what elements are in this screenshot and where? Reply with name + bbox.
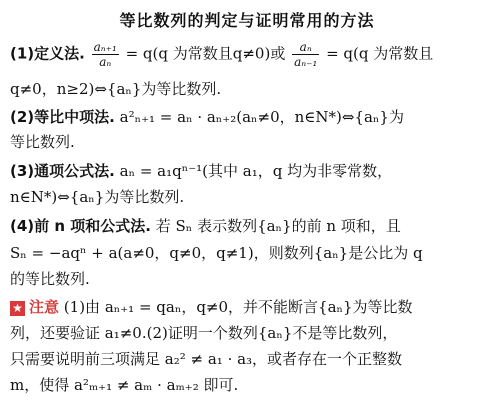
method-4-line-1 — [10, 215, 486, 237]
method-1-label: (1)定义法. — [10, 44, 85, 63]
method-4-line-2: Sₙ = −aqⁿ + a(a≠0，q≠0，q≠1)，则数列{aₙ}是公比为 q — [10, 244, 423, 262]
note-line-1 — [10, 296, 486, 318]
method-3-line-1 — [10, 160, 486, 182]
method-4-label: (4)前 n 项和公式法. — [10, 217, 151, 235]
fraction-1-numerator: aₙ₊₁ — [93, 40, 117, 54]
method-1-middle-text: = q(q 为常数且q≠0)或 — [125, 44, 286, 63]
method-2-label: (2)等比中项法. — [10, 108, 115, 126]
page-title: 等比数列的判定与证明常用的方法 — [119, 11, 375, 30]
note-line-4: m，使得 a²ₘ₊₁ ≠ aₘ · aₘ₊₂ 即可. — [10, 376, 239, 394]
method-2-formula: a²ₙ₊₁ = aₙ · aₙ₊₂(aₙ≠0，n∈N*)⇔{aₙ}为 — [119, 108, 404, 126]
method-4-line-3: 的等比数列. — [10, 270, 90, 288]
note-line-2: 列，还要验证 a₁≠0.(2)证明一个数列{aₙ}不是等比数列， — [10, 324, 398, 342]
method-3-formula: aₙ = a₁qⁿ⁻¹(其中 a₁，q 均为非零常数， — [119, 162, 393, 180]
fraction-2-numerator: aₙ — [292, 40, 319, 55]
note-text-1: (1)由 aₙ₊₁ = qaₙ，q≠0，并不能断言{aₙ}为等比数 — [63, 298, 413, 316]
method-4-text: 若 Sₙ 表示数列{aₙ}的前 n 项和，且 — [155, 217, 401, 235]
fraction-2 — [292, 40, 319, 69]
method-3-label: (3)通项公式法. — [10, 162, 115, 180]
fraction-2-denominator: aₙ₋₁ — [294, 55, 318, 69]
method-2-line-1 — [10, 106, 486, 128]
method-3-line-2: n∈N*)⇔{aₙ}为等比数列. — [10, 188, 185, 206]
method-1-line-1 — [10, 40, 486, 69]
note-line-3: 只需要说明前三项满足 a₂² ≠ a₁ · a₃，或者存在一个正整数 — [10, 350, 403, 368]
fraction-1-denominator: aₙ — [99, 55, 112, 69]
method-2-line-2: 等比数列. — [10, 133, 75, 151]
method-1-line-2: q≠0，n≥2)⇔{aₙ}为等比数列. — [10, 80, 222, 98]
fraction-1 — [92, 40, 119, 69]
note-label: 注意 — [29, 298, 60, 316]
method-1-end-text: = q(q 为常数且 — [326, 44, 434, 63]
star-icon: ★ — [10, 301, 25, 316]
